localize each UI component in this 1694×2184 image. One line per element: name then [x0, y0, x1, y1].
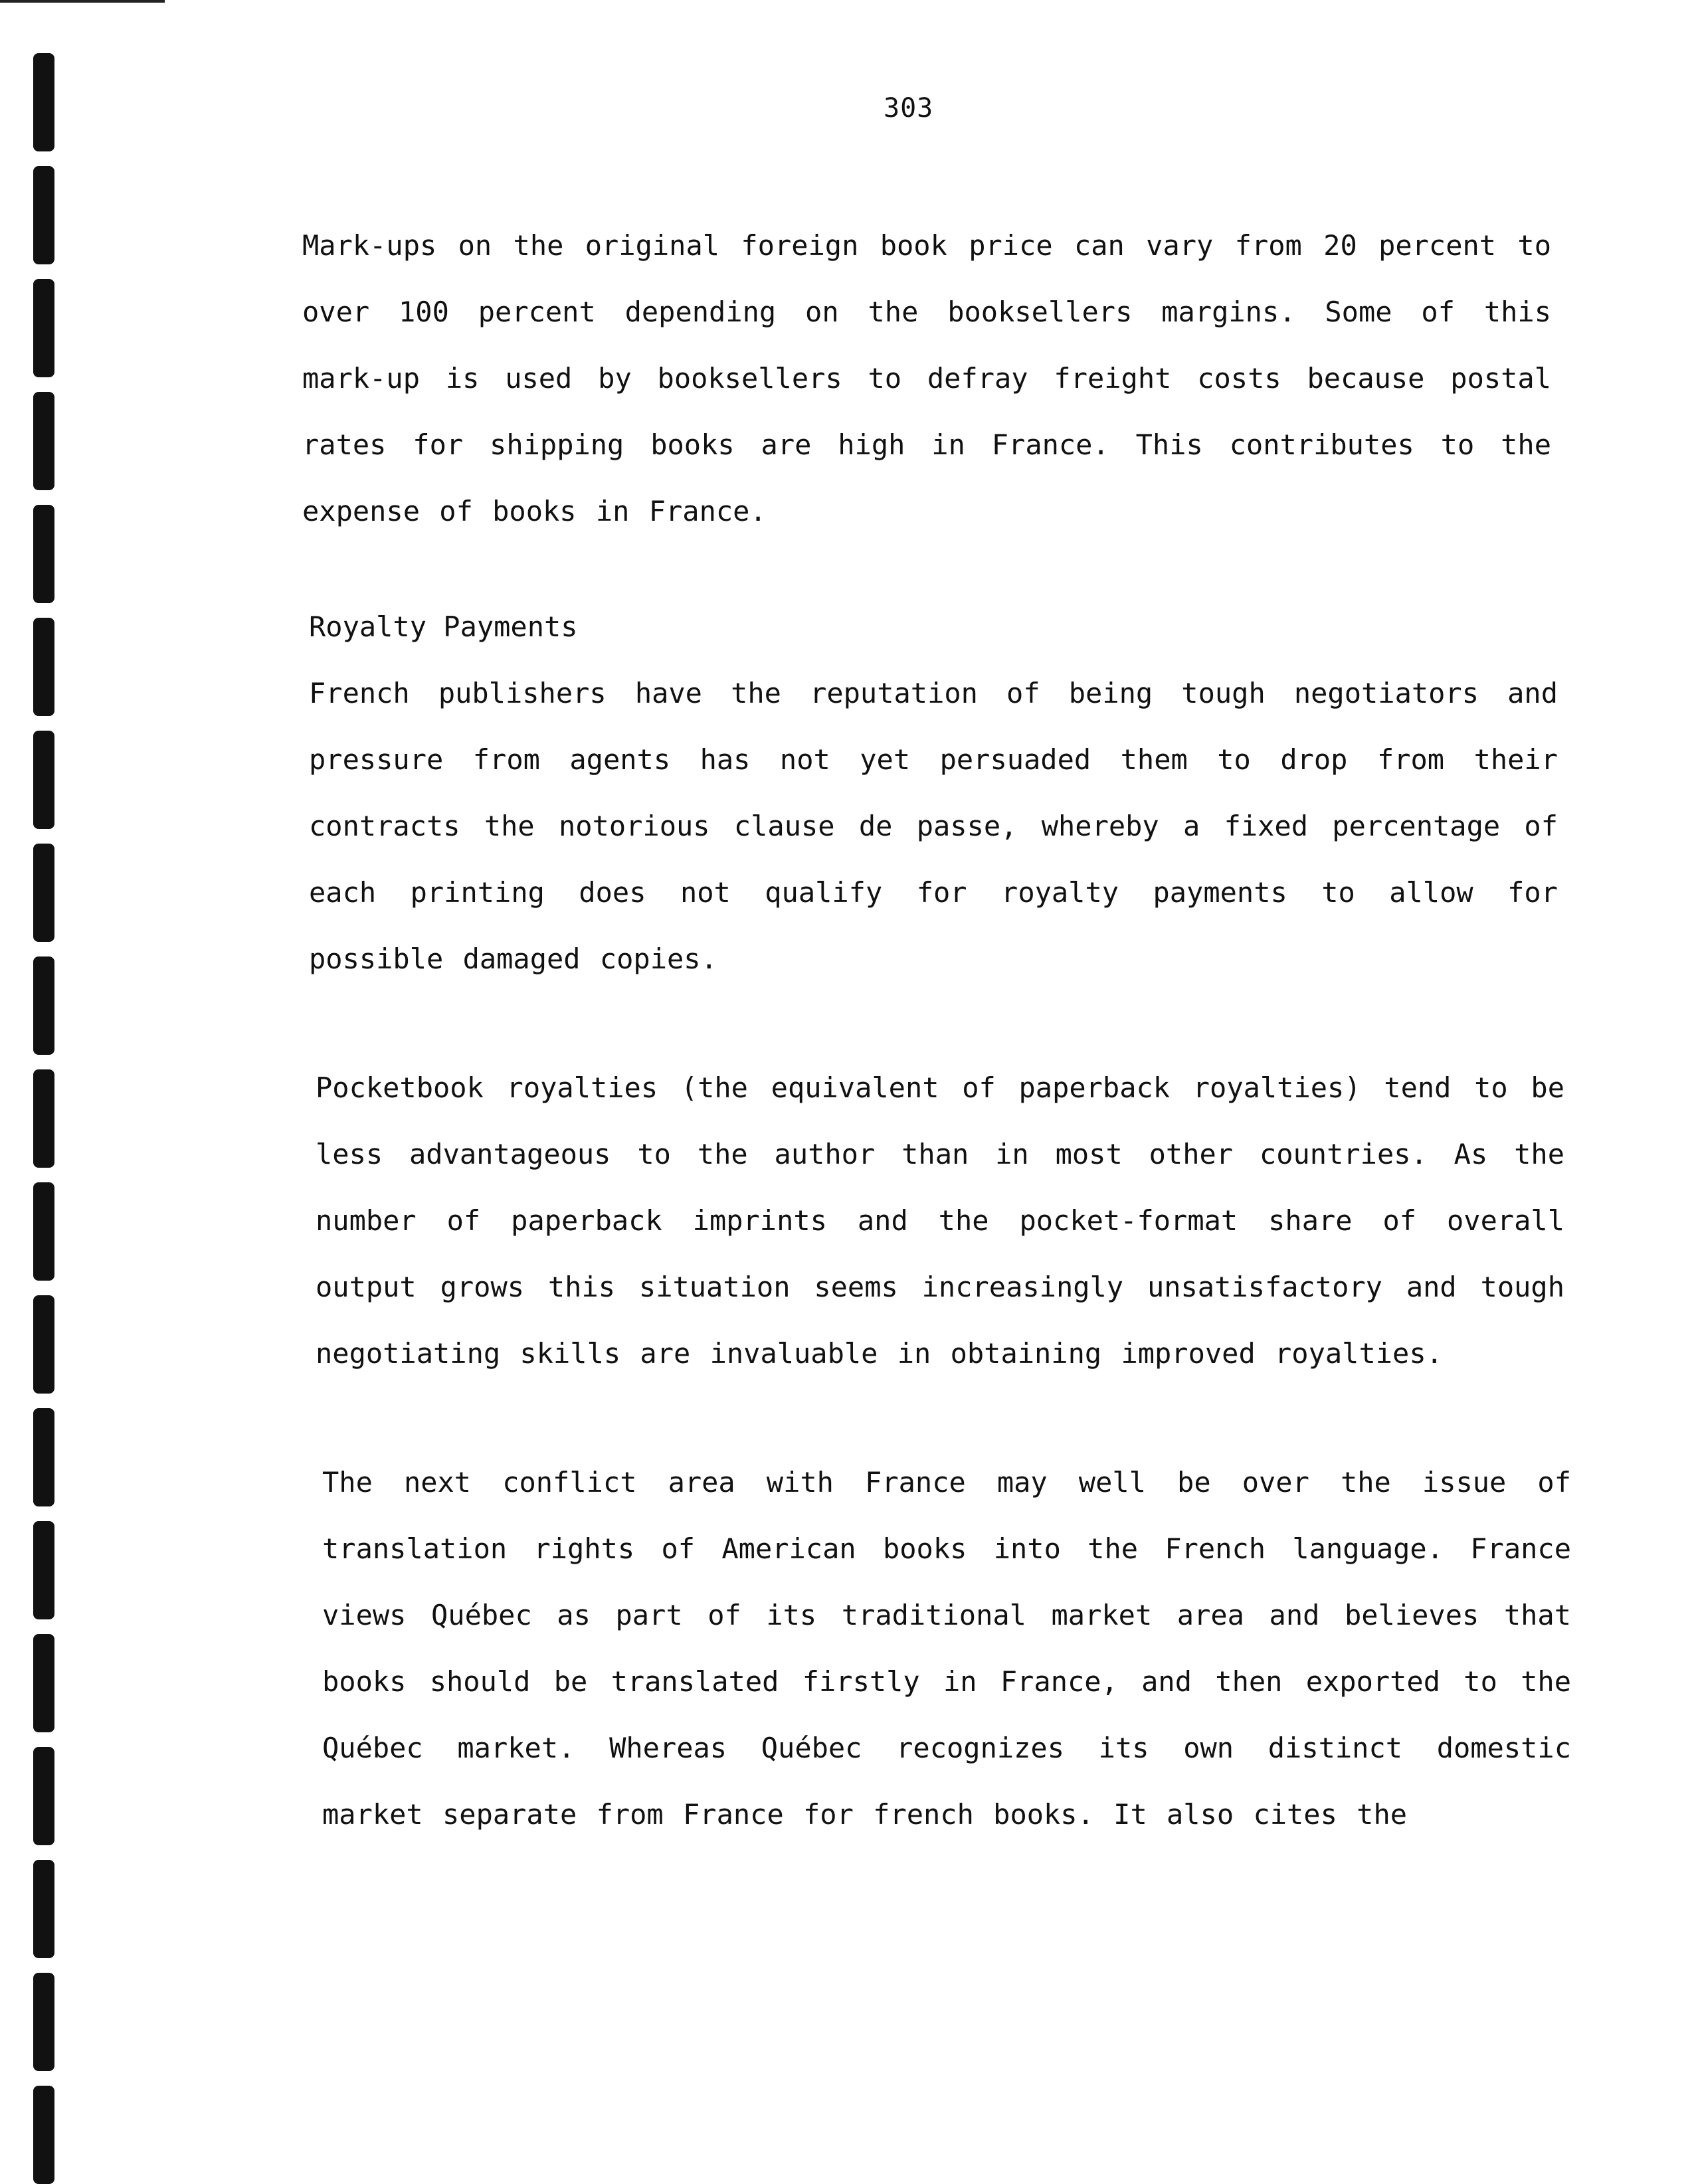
- binding-hole: [33, 505, 54, 603]
- binding-hole: [33, 1747, 54, 1845]
- binding-hole: [33, 392, 54, 490]
- page-body: [302, 213, 1571, 1848]
- paragraph-translation: The next conflict area with France may well be over the issue of translation rights of American books into the French language. France views Québec as part of its traditional market area and believes that books should be translated firstly in France, and then exported to the Québec market. Whereas Québec recognizes its own distinct domestic market separate from France for french books. It also cites the: [322, 1466, 1571, 1831]
- binding-hole: [33, 844, 54, 942]
- binding-hole: [33, 618, 54, 716]
- page-number: 303: [884, 93, 934, 124]
- section-heading-royalty: Royalty Payments: [309, 610, 578, 643]
- binding-hole: [33, 1634, 54, 1732]
- binding-hole: [33, 1860, 54, 1958]
- top-rule: [0, 0, 165, 3]
- paragraph-markups: Mark-ups on the original foreign book price can vary from 20 percent to over 100 percent depending on the booksellers margins. Some of this mark-up is used by booksellers to defray freight costs because postal rates for shipping books are high in France. This contributes to the expense of books in France.: [302, 229, 1551, 527]
- binding-hole: [33, 2086, 54, 2184]
- binding-hole: [33, 1182, 54, 1281]
- binding-hole: [33, 1069, 54, 1168]
- binding-hole: [33, 279, 54, 377]
- binding-hole: [33, 1295, 54, 1394]
- binding-hole: [33, 1521, 54, 1619]
- binding-hole: [33, 53, 54, 151]
- binding-hole: [33, 731, 54, 829]
- binding-hole: [33, 1408, 54, 1506]
- binding-holes: [33, 53, 60, 2179]
- binding-hole: [33, 956, 54, 1055]
- paragraph-royalty: French publishers have the reputation of being tough negotiators and pressure from agents has not yet persuaded them to drop from their contracts the notorious clause de passe, whereby a fixed percentage of each printing does not qualify for royalty payments to allow for possible damaged copies.: [309, 677, 1558, 975]
- binding-hole: [33, 1973, 54, 2071]
- paragraph-pocketbook: Pocketbook royalties (the equivalent of paperback royalties) tend to be less advantageous to the author than in most other countries. As the number of paperback imprints and the pocket-format share of overall output grows this situation seems increasingly unsatisfactory and tough negotiating skills are invaluable in obtaining improved royalties.: [316, 1071, 1564, 1370]
- binding-hole: [33, 166, 54, 264]
